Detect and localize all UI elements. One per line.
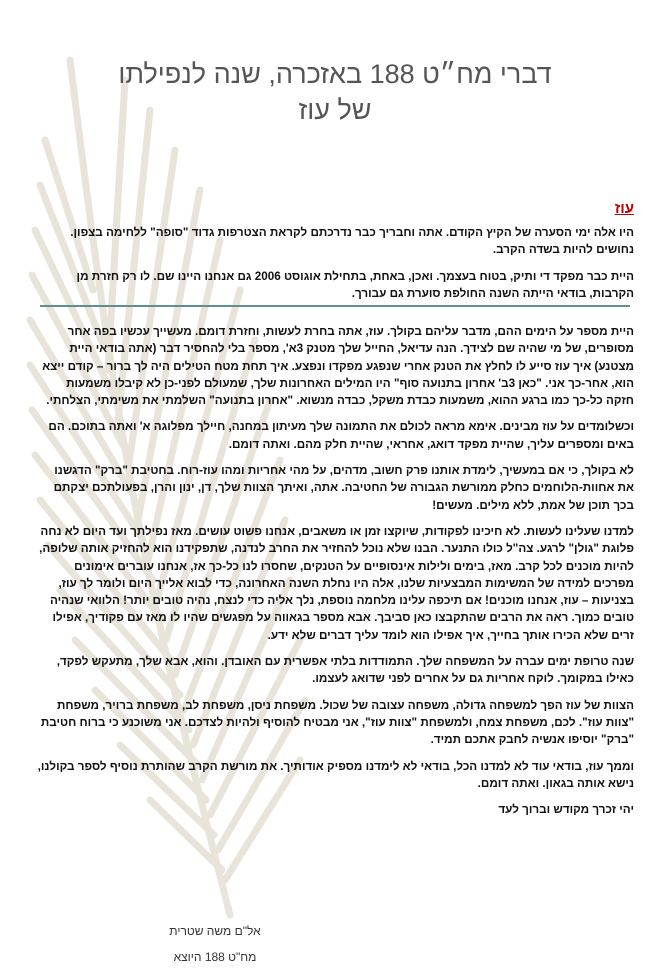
intro-text — [36, 224, 634, 311]
paragraph: היית מספר על הימים ההם, מדבר עליהם בקולך. עוז, אתה בחרת לעשות, וחזרת דומם. מעשייך עכשיו בפה אחר מסופרים, של מי שהיה שם לצידך. הנה עדיאל, החייל שלך מטנק 3א', מספר בלי להחסיר דבר (אתה בודאי היית מצטנע) איך עוז סייע לו לחלץ את הטנק אחרי שנפגע מפקדו ונפצע. איך תחת מטח הטילים היה לך ברור – קודם ייצא הוא, אחר-כך אני. "כאן 3ב' אחרון בתנועה סוף" היו המילים האחרונות שלך, שמעולם לפני-כן לא קיבלו משמעות חזקה כל-כך כמו ברגע ההוא, משמעות כבדת משקל, כבדה מנשוא. "אחרון בתנועה" השלמתי את משימתי, הצלחתי. — [42, 325, 634, 408]
paragraph: היו אלה ימי הסערה של הקיץ הקודם. אתה וחבריך כבר נדרכתם לקראת הצטרפות גדוד "סופה" ללחימה בצפון. נחושים להיות בשדה הקרב. — [70, 226, 634, 257]
paragraph: הצוות של עוז הפך למשפחה גדולה, משפחה עצובה של שכול. משפחת ניסן, משפחת לב, משפחת ברויר, משפחת "צוות עוז". לכם, משפחת צמח, ולמשפחת "צוות עוז", אני מבטיח להוסיף ולהיות לצדכם. אני משוכנע כי ברוח חטיבת "ברק" יוסיפו אנשיה לחבק אתכם תמיד. — [40, 698, 634, 747]
paragraph: וממך עוז, בודאי עוד לא למדנו הכל, בודאי לא לימדנו מספיק אודותיך. את מורשת הקרב שהותרת נוסיף לספר בקולנו, נישא אותה בגאון. ואתה דומם. — [37, 759, 634, 790]
paragraph: למדנו שעלינו לעשות. לא חיכינו לפקודות, שיוקצו זמן או משאבים, אנחנו פשוט עושים. מאז נפילתך ועד היום לא נחה פלוגת "גולן" לרגע. צה"ל כולו התנער. הבנו שלא נוכל להחזיר את החרב לנדנה, שתפקידנו הוא להחזיק אותה שלופה, להיות מוכנים לכל קרב. מאז, בימים ולילות אינסופיים על הטנקים, שחסרו לנו כל-כך אז, אנחנו עוברים אימונים מפרכים למידה של המשימות המבצעיות שלנו, אלה היו נחלת השנה האחרונה, כדי לבוא אלייך היום ולומר לך עוז, בצניעות – עוז, אנחנו מוכנים! אם תיכפה עלינו מלחמה נוספת, נלך אליה כדי לנצח, נהיה טובים יותר! הלוואי שנהיה טובים כמוך. ראה את הרבים שהתקבצו כאן סביבך. אבא מספר בגאווה על מפגשים שהיו לו מאז עם פקודיך, אפילו זרים שלא הכירו אותך בחייך, איך אפילו הוא לומד עליך דברים שלא ידע. — [39, 524, 634, 642]
title-line-1: דברי מח״ט 188 באזכרה, שנה לנפילתו — [118, 59, 552, 89]
signature-role: מח"ט 188 היוצא — [173, 950, 257, 964]
paragraph: וכשלומדים על עוז מבינים. אימא מראה לכולם את התמונה שלך מעיתון במחנה, חיילך מפלוגה א' ואתה בתוכם. הם באים ומספרים עליך, שהיית מפקד דואג, אחראי, שהיית חלק מהם. ואתה דומם. — [48, 420, 634, 451]
main-text — [36, 323, 634, 827]
paragraph: שנה טרופת ימים עברה על המשפחה שלך. התמודדות בלתי אפשרית עם האובדן. והוא, אבא שלך, מתעקש לפקד, כאילו במקומך. לוקח אחריות גם על אחרים לפני שדואג לעצמו. — [56, 655, 634, 686]
signature-name: אל"ם משה שטרית — [169, 924, 261, 938]
title-line-2: של עוז — [298, 95, 372, 125]
paragraph: היית כבר מפקד די ותיק, בטוח בעצמך. ואכן, באחת, בתחילת אוגוסט 2006 גם אנחנו היינו שם. לו רק חזרת מן הקרבות, בודאי הייתה השנה החולפת סוערת גם עבורך. — [76, 269, 634, 300]
paragraph: לא בקולך, כי אם במעשיך, לימדת אותנו פרק חשוב, מדהים, על מהי אחריות ומהו עוז-רוח. בחטיבת "ברק" הדגשנו את אחוות-הלוחמים כחלק ממורשת הגבורה של החטיבה. אתה, ואיתך הצוות שלך, דן, ינון והרן, בפעולתכם יצקתם בכך תוכן של אמת, ללא מילים. מעשים! — [53, 464, 634, 512]
section-heading: עוז — [614, 200, 634, 217]
page-title — [20, 56, 650, 128]
divider — [40, 305, 630, 307]
closing-line: יהי זכרך מקודש וברוך לעד — [498, 803, 634, 817]
